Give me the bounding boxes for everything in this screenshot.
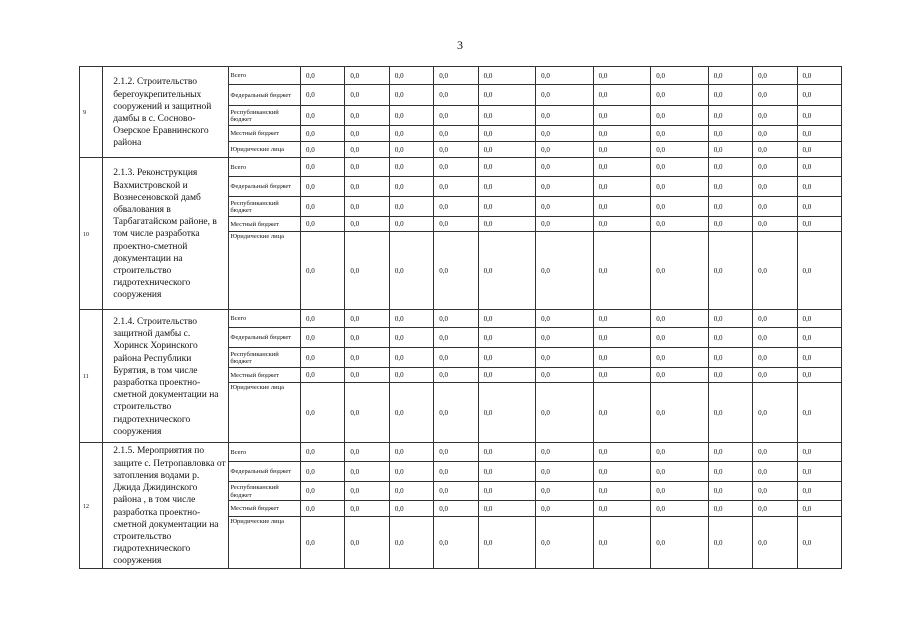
value-cell: 0,0	[708, 348, 752, 368]
value-cell: 0,0	[536, 217, 594, 232]
value-cell: 0,0	[301, 517, 345, 569]
value-cell: 0,0	[536, 383, 594, 443]
value-cell: 0,0	[651, 232, 709, 310]
value-cell: 0,0	[478, 217, 536, 232]
funding-source: Всего	[229, 67, 301, 85]
value-cell: 0,0	[708, 142, 752, 158]
value-cell: 0,0	[593, 142, 651, 158]
value-cell: 0,0	[301, 177, 345, 197]
value-cell: 0,0	[345, 232, 389, 310]
value-cell: 0,0	[536, 443, 594, 462]
value-cell: 0,0	[434, 348, 478, 368]
value-cell: 0,0	[434, 501, 478, 517]
value-cell: 0,0	[753, 328, 797, 348]
value-cell: 0,0	[593, 310, 651, 328]
value-cell: 0,0	[301, 482, 345, 501]
value-cell: 0,0	[301, 67, 345, 85]
value-cell: 0,0	[753, 126, 797, 142]
value-cell: 0,0	[301, 126, 345, 142]
value-cell: 0,0	[708, 177, 752, 197]
value-cell: 0,0	[434, 197, 478, 217]
value-cell: 0,0	[478, 501, 536, 517]
funding-source: Юридические лица	[229, 517, 301, 569]
value-cell: 0,0	[593, 368, 651, 383]
value-cell: 0,0	[345, 462, 389, 482]
value-cell: 0,0	[478, 197, 536, 217]
value-cell: 0,0	[797, 217, 841, 232]
value-cell: 0,0	[753, 217, 797, 232]
value-cell: 0,0	[651, 348, 709, 368]
funding-source: Местный бюджет	[229, 126, 301, 142]
value-cell: 0,0	[536, 328, 594, 348]
value-cell: 0,0	[345, 328, 389, 348]
value-cell: 0,0	[651, 328, 709, 348]
value-cell: 0,0	[478, 232, 536, 310]
value-cell: 0,0	[797, 462, 841, 482]
value-cell: 0,0	[753, 368, 797, 383]
funding-source: Федеральный бюджет	[229, 85, 301, 106]
value-cell: 0,0	[536, 85, 594, 106]
value-cell: 0,0	[389, 383, 433, 443]
value-cell: 0,0	[593, 383, 651, 443]
value-cell: 0,0	[593, 443, 651, 462]
value-cell: 0,0	[797, 482, 841, 501]
value-cell: 0,0	[434, 383, 478, 443]
value-cell: 0,0	[593, 106, 651, 126]
measure-title: 2.1.3. Реконструкция Вахмистровской и Вознесеновской дамб обвалования в Тарбагатайском районе, в том числе разработка проектно-сметной документации на строительство гидротехнического сооружения	[103, 158, 229, 310]
value-cell: 0,0	[301, 142, 345, 158]
value-cell: 0,0	[301, 368, 345, 383]
value-cell: 0,0	[434, 443, 478, 462]
value-cell: 0,0	[345, 197, 389, 217]
value-cell: 0,0	[753, 142, 797, 158]
value-cell: 0,0	[536, 501, 594, 517]
value-cell: 0,0	[536, 142, 594, 158]
value-cell: 0,0	[345, 158, 389, 177]
measure-title: 2.1.4. Строительство защитной дамбы с. Хоринск Хоринского района Республики Бурятия, в том числе разработка проектно-сметной документации на строительство гидротехнического сооружения	[103, 310, 229, 443]
value-cell: 0,0	[301, 217, 345, 232]
value-cell: 0,0	[593, 482, 651, 501]
value-cell: 0,0	[651, 443, 709, 462]
value-cell: 0,0	[434, 142, 478, 158]
value-cell: 0,0	[651, 158, 709, 177]
funding-source: Республиканский бюджет	[229, 197, 301, 217]
value-cell: 0,0	[536, 197, 594, 217]
value-cell: 0,0	[536, 106, 594, 126]
value-cell: 0,0	[345, 106, 389, 126]
value-cell: 0,0	[797, 310, 841, 328]
value-cell: 0,0	[593, 67, 651, 85]
value-cell: 0,0	[593, 232, 651, 310]
value-cell: 0,0	[389, 348, 433, 368]
value-cell: 0,0	[389, 443, 433, 462]
value-cell: 0,0	[797, 142, 841, 158]
value-cell: 0,0	[389, 177, 433, 197]
value-cell: 0,0	[753, 462, 797, 482]
value-cell: 0,0	[478, 383, 536, 443]
value-cell: 0,0	[536, 310, 594, 328]
value-cell: 0,0	[797, 158, 841, 177]
value-cell: 0,0	[651, 67, 709, 85]
funding-source: Юридические лица	[229, 383, 301, 443]
funding-source: Республиканский бюджет	[229, 348, 301, 368]
funding-source: Федеральный бюджет	[229, 462, 301, 482]
funding-source: Всего	[229, 158, 301, 177]
value-cell: 0,0	[301, 501, 345, 517]
measure-title: 2.1.5. Мероприятия по защите с. Петропавловка от затопления водами р. Джида Джидинского района , в том числе разработка проектно-сметной документации на строительство гидротехнического сооружения	[103, 443, 229, 569]
row-number: 10	[80, 158, 103, 310]
value-cell: 0,0	[708, 443, 752, 462]
value-cell: 0,0	[797, 328, 841, 348]
value-cell: 0,0	[708, 85, 752, 106]
value-cell: 0,0	[389, 310, 433, 328]
value-cell: 0,0	[593, 462, 651, 482]
value-cell: 0,0	[478, 85, 536, 106]
value-cell: 0,0	[593, 217, 651, 232]
value-cell: 0,0	[651, 126, 709, 142]
value-cell: 0,0	[345, 348, 389, 368]
value-cell: 0,0	[434, 482, 478, 501]
value-cell: 0,0	[753, 232, 797, 310]
value-cell: 0,0	[478, 443, 536, 462]
value-cell: 0,0	[389, 462, 433, 482]
funding-source: Местный бюджет	[229, 501, 301, 517]
value-cell: 0,0	[708, 217, 752, 232]
value-cell: 0,0	[797, 501, 841, 517]
value-cell: 0,0	[389, 158, 433, 177]
value-cell: 0,0	[708, 482, 752, 501]
value-cell: 0,0	[478, 482, 536, 501]
value-cell: 0,0	[753, 501, 797, 517]
value-cell: 0,0	[301, 85, 345, 106]
value-cell: 0,0	[478, 517, 536, 569]
value-cell: 0,0	[708, 232, 752, 310]
value-cell: 0,0	[345, 517, 389, 569]
value-cell: 0,0	[345, 85, 389, 106]
value-cell: 0,0	[708, 383, 752, 443]
value-cell: 0,0	[753, 106, 797, 126]
value-cell: 0,0	[434, 217, 478, 232]
value-cell: 0,0	[797, 106, 841, 126]
value-cell: 0,0	[797, 67, 841, 85]
value-cell: 0,0	[389, 501, 433, 517]
value-cell: 0,0	[708, 197, 752, 217]
value-cell: 0,0	[389, 126, 433, 142]
value-cell: 0,0	[536, 126, 594, 142]
table-row	[80, 310, 842, 328]
value-cell: 0,0	[651, 177, 709, 197]
funding-source: Всего	[229, 443, 301, 462]
value-cell: 0,0	[651, 310, 709, 328]
value-cell: 0,0	[797, 368, 841, 383]
funding-source: Всего	[229, 310, 301, 328]
value-cell: 0,0	[536, 517, 594, 569]
funding-source: Юридические лица	[229, 142, 301, 158]
value-cell: 0,0	[797, 443, 841, 462]
value-cell: 0,0	[301, 310, 345, 328]
value-cell: 0,0	[434, 106, 478, 126]
value-cell: 0,0	[651, 462, 709, 482]
value-cell: 0,0	[434, 328, 478, 348]
value-cell: 0,0	[536, 232, 594, 310]
value-cell: 0,0	[651, 106, 709, 126]
value-cell: 0,0	[753, 482, 797, 501]
value-cell: 0,0	[797, 197, 841, 217]
value-cell: 0,0	[389, 197, 433, 217]
value-cell: 0,0	[797, 232, 841, 310]
value-cell: 0,0	[345, 482, 389, 501]
value-cell: 0,0	[301, 462, 345, 482]
value-cell: 0,0	[593, 197, 651, 217]
value-cell: 0,0	[753, 383, 797, 443]
funding-source: Юридические лица	[229, 232, 301, 310]
value-cell: 0,0	[389, 328, 433, 348]
value-cell: 0,0	[389, 368, 433, 383]
value-cell: 0,0	[753, 443, 797, 462]
value-cell: 0,0	[593, 328, 651, 348]
measure-title: 2.1.2. Строительство берегоукрепительных сооружений и защитной дамбы в с. Сосново-Озерское Еравнинского района	[103, 67, 229, 158]
value-cell: 0,0	[651, 217, 709, 232]
value-cell: 0,0	[478, 328, 536, 348]
value-cell: 0,0	[301, 328, 345, 348]
value-cell: 0,0	[708, 126, 752, 142]
value-cell: 0,0	[434, 232, 478, 310]
value-cell: 0,0	[434, 158, 478, 177]
value-cell: 0,0	[478, 310, 536, 328]
value-cell: 0,0	[593, 85, 651, 106]
value-cell: 0,0	[434, 462, 478, 482]
table-row	[80, 443, 842, 462]
value-cell: 0,0	[797, 126, 841, 142]
value-cell: 0,0	[389, 106, 433, 126]
value-cell: 0,0	[708, 368, 752, 383]
value-cell: 0,0	[536, 177, 594, 197]
value-cell: 0,0	[478, 106, 536, 126]
value-cell: 0,0	[708, 67, 752, 85]
value-cell: 0,0	[797, 85, 841, 106]
value-cell: 0,0	[345, 142, 389, 158]
value-cell: 0,0	[797, 348, 841, 368]
value-cell: 0,0	[389, 232, 433, 310]
value-cell: 0,0	[593, 177, 651, 197]
value-cell: 0,0	[478, 462, 536, 482]
funding-source: Федеральный бюджет	[229, 177, 301, 197]
value-cell: 0,0	[345, 310, 389, 328]
value-cell: 0,0	[478, 158, 536, 177]
value-cell: 0,0	[753, 67, 797, 85]
value-cell: 0,0	[593, 126, 651, 142]
page-number: 3	[457, 38, 463, 52]
funding-source: Федеральный бюджет	[229, 328, 301, 348]
value-cell: 0,0	[301, 348, 345, 368]
value-cell: 0,0	[536, 482, 594, 501]
funding-source: Местный бюджет	[229, 368, 301, 383]
value-cell: 0,0	[389, 517, 433, 569]
value-cell: 0,0	[753, 310, 797, 328]
value-cell: 0,0	[389, 482, 433, 501]
table-row	[80, 158, 842, 177]
value-cell: 0,0	[345, 368, 389, 383]
value-cell: 0,0	[478, 177, 536, 197]
value-cell: 0,0	[651, 368, 709, 383]
value-cell: 0,0	[651, 197, 709, 217]
value-cell: 0,0	[536, 158, 594, 177]
value-cell: 0,0	[797, 517, 841, 569]
funding-source: Республиканский бюджет	[229, 106, 301, 126]
value-cell: 0,0	[651, 85, 709, 106]
value-cell: 0,0	[434, 85, 478, 106]
value-cell: 0,0	[708, 501, 752, 517]
value-cell: 0,0	[301, 443, 345, 462]
value-cell: 0,0	[434, 517, 478, 569]
value-cell: 0,0	[478, 348, 536, 368]
value-cell: 0,0	[301, 383, 345, 443]
value-cell: 0,0	[753, 517, 797, 569]
funding-source: Республиканский бюджет	[229, 482, 301, 501]
value-cell: 0,0	[478, 67, 536, 85]
value-cell: 0,0	[753, 197, 797, 217]
value-cell: 0,0	[345, 501, 389, 517]
value-cell: 0,0	[434, 67, 478, 85]
value-cell: 0,0	[345, 67, 389, 85]
value-cell: 0,0	[651, 383, 709, 443]
value-cell: 0,0	[389, 217, 433, 232]
value-cell: 0,0	[708, 106, 752, 126]
value-cell: 0,0	[301, 197, 345, 217]
value-cell: 0,0	[434, 310, 478, 328]
value-cell: 0,0	[797, 383, 841, 443]
value-cell: 0,0	[389, 142, 433, 158]
value-cell: 0,0	[797, 177, 841, 197]
value-cell: 0,0	[593, 348, 651, 368]
value-cell: 0,0	[478, 368, 536, 383]
value-cell: 0,0	[536, 368, 594, 383]
value-cell: 0,0	[301, 106, 345, 126]
value-cell: 0,0	[434, 177, 478, 197]
value-cell: 0,0	[345, 217, 389, 232]
table-row	[80, 67, 842, 85]
value-cell: 0,0	[593, 501, 651, 517]
value-cell: 0,0	[389, 85, 433, 106]
value-cell: 0,0	[536, 462, 594, 482]
value-cell: 0,0	[434, 126, 478, 142]
value-cell: 0,0	[651, 517, 709, 569]
value-cell: 0,0	[708, 517, 752, 569]
row-number: 9	[80, 67, 103, 158]
value-cell: 0,0	[536, 348, 594, 368]
value-cell: 0,0	[389, 67, 433, 85]
value-cell: 0,0	[345, 126, 389, 142]
value-cell: 0,0	[753, 348, 797, 368]
value-cell: 0,0	[753, 177, 797, 197]
row-number: 12	[80, 443, 103, 569]
funding-source: Местный бюджет	[229, 217, 301, 232]
value-cell: 0,0	[345, 443, 389, 462]
value-cell: 0,0	[651, 142, 709, 158]
value-cell: 0,0	[708, 158, 752, 177]
value-cell: 0,0	[753, 85, 797, 106]
value-cell: 0,0	[478, 126, 536, 142]
value-cell: 0,0	[345, 177, 389, 197]
value-cell: 0,0	[708, 310, 752, 328]
value-cell: 0,0	[301, 232, 345, 310]
value-cell: 0,0	[345, 383, 389, 443]
value-cell: 0,0	[651, 482, 709, 501]
value-cell: 0,0	[536, 67, 594, 85]
value-cell: 0,0	[593, 517, 651, 569]
value-cell: 0,0	[651, 501, 709, 517]
row-number: 11	[80, 310, 103, 443]
budget-table	[79, 66, 842, 569]
value-cell: 0,0	[708, 328, 752, 348]
value-cell: 0,0	[753, 158, 797, 177]
value-cell: 0,0	[434, 368, 478, 383]
value-cell: 0,0	[478, 142, 536, 158]
value-cell: 0,0	[301, 158, 345, 177]
value-cell: 0,0	[593, 158, 651, 177]
value-cell: 0,0	[708, 462, 752, 482]
